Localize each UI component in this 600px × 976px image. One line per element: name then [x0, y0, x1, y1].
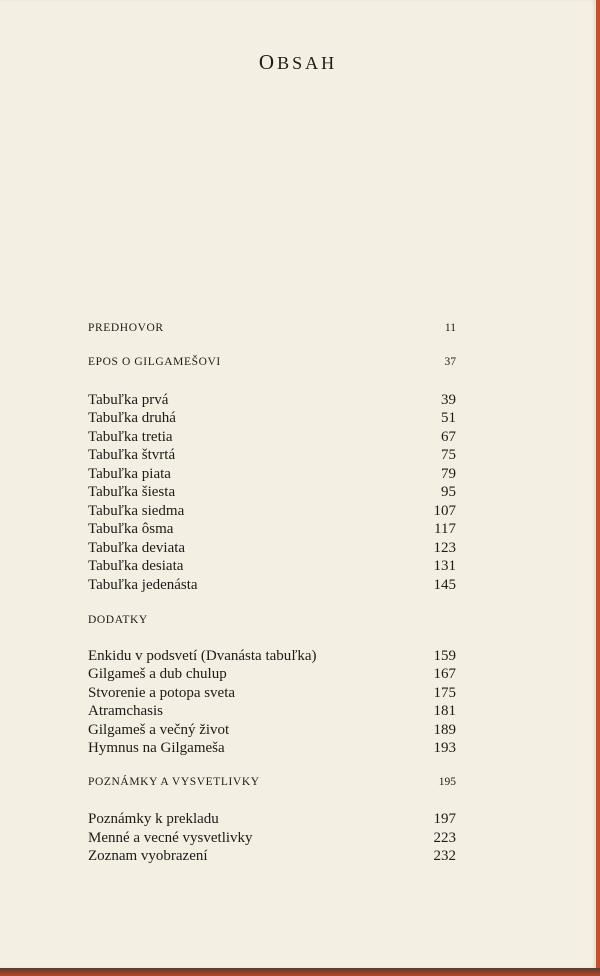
toc-entry: [88, 429, 456, 448]
toc-entry-page: 167: [433, 666, 456, 682]
toc-entry: [88, 722, 456, 741]
toc-entry-page: 181: [433, 703, 456, 719]
toc-entry-label: Tabuľka desiata: [88, 558, 184, 574]
toc-entry-label: Poznámky k prekladu: [88, 811, 219, 827]
toc-entry-label: Stvorenie a potopa sveta: [88, 685, 236, 701]
toc-entry: [88, 811, 456, 830]
page-title: [0, 50, 596, 75]
toc-entry: [88, 577, 456, 596]
toc-entry-label: Enkidu v podsvetí (Dvanásta tabuľka): [88, 648, 317, 664]
toc-entry-page: 67: [441, 429, 456, 445]
toc-section-dodatky: DODATKY: [88, 614, 148, 626]
toc-entry-label: Tabuľka prvá: [88, 392, 169, 408]
toc-section-label: POZNÁMKY A VYSVETLIVKY: [88, 776, 260, 788]
book-edge-bottom: [0, 968, 600, 976]
toc-entry-label: Tabuľka šiesta: [88, 484, 176, 500]
toc-entry: [88, 830, 456, 849]
toc-section-page: 195: [438, 776, 456, 788]
toc-entry-page: 39: [441, 392, 456, 408]
toc-entry-label: Tabuľka piata: [88, 466, 171, 482]
toc-entry-page: 123: [433, 540, 456, 556]
toc-entry: [88, 703, 456, 722]
toc-entry: [88, 540, 456, 559]
toc-entry: [88, 392, 456, 411]
toc-entry-label: Tabuľka siedma: [88, 503, 185, 519]
toc-entry-page: 189: [433, 722, 456, 738]
toc-entry-page: 131: [433, 558, 456, 574]
toc-entry: [88, 484, 456, 503]
book-edge-right: [596, 0, 600, 976]
toc-entry: [88, 521, 456, 540]
toc-entry-label: Gilgameš a dub chulup: [88, 666, 227, 682]
toc-entry-page: 175: [433, 685, 456, 701]
toc-entry: [88, 848, 456, 867]
toc-entry: [88, 410, 456, 429]
toc-entry-page: 75: [441, 447, 456, 463]
title-rest: BSAH: [277, 53, 338, 73]
toc-entry-page: 159: [433, 648, 456, 664]
toc-entry: [88, 666, 456, 685]
toc-entry-page: 107: [433, 503, 456, 519]
toc-entry-label: Tabuľka ôsma: [88, 521, 174, 537]
toc-entry: [88, 447, 456, 466]
toc-entry: [88, 740, 456, 759]
toc-entry-label: Tabuľka tretia: [88, 429, 173, 445]
toc-entry-label: Tabuľka deviata: [88, 540, 186, 556]
toc-entry: [88, 685, 456, 704]
toc-entry-label: Tabuľka jedenásta: [88, 577, 198, 593]
toc-section-epos: [88, 356, 456, 375]
toc-entry-label: Tabuľka štvrtá: [88, 447, 176, 463]
toc-section-label: EPOS O GILGAMEŠOVI: [88, 356, 221, 368]
toc-entry-page: 95: [441, 484, 456, 500]
toc-section-poznamky: [88, 776, 456, 795]
toc-entry: [88, 503, 456, 522]
toc-entry-page: 193: [433, 740, 456, 756]
toc-section-predhovor: [88, 322, 456, 341]
toc-entry-page: 117: [434, 521, 456, 537]
toc-entry-page: 232: [433, 848, 456, 864]
toc-entry-label: Menné a vecné vysvetlivky: [88, 830, 253, 846]
toc-entry: [88, 648, 456, 667]
toc-entry: [88, 558, 456, 577]
toc-entry-page: 79: [441, 466, 456, 482]
toc-entry-label: Tabuľka druhá: [88, 410, 176, 426]
title-initial: O: [258, 50, 278, 74]
toc-entry-label: Hymnus na Gilgameša: [88, 740, 225, 756]
toc-entry-label: Zoznam vyobrazení: [88, 848, 208, 864]
toc-section-page: 11: [444, 322, 456, 334]
toc-entry-page: 51: [441, 410, 456, 426]
toc-section-label: PREDHOVOR: [88, 322, 164, 334]
toc-entry-page: 223: [433, 830, 456, 846]
toc-entry-page: 145: [433, 577, 456, 593]
toc-entry-label: Atramchasis: [88, 703, 163, 719]
toc-entry-label: Gilgameš a večný život: [88, 722, 230, 738]
toc-entry-page: 197: [433, 811, 456, 827]
toc-entry: [88, 466, 456, 485]
toc-section-page: 37: [444, 356, 456, 368]
